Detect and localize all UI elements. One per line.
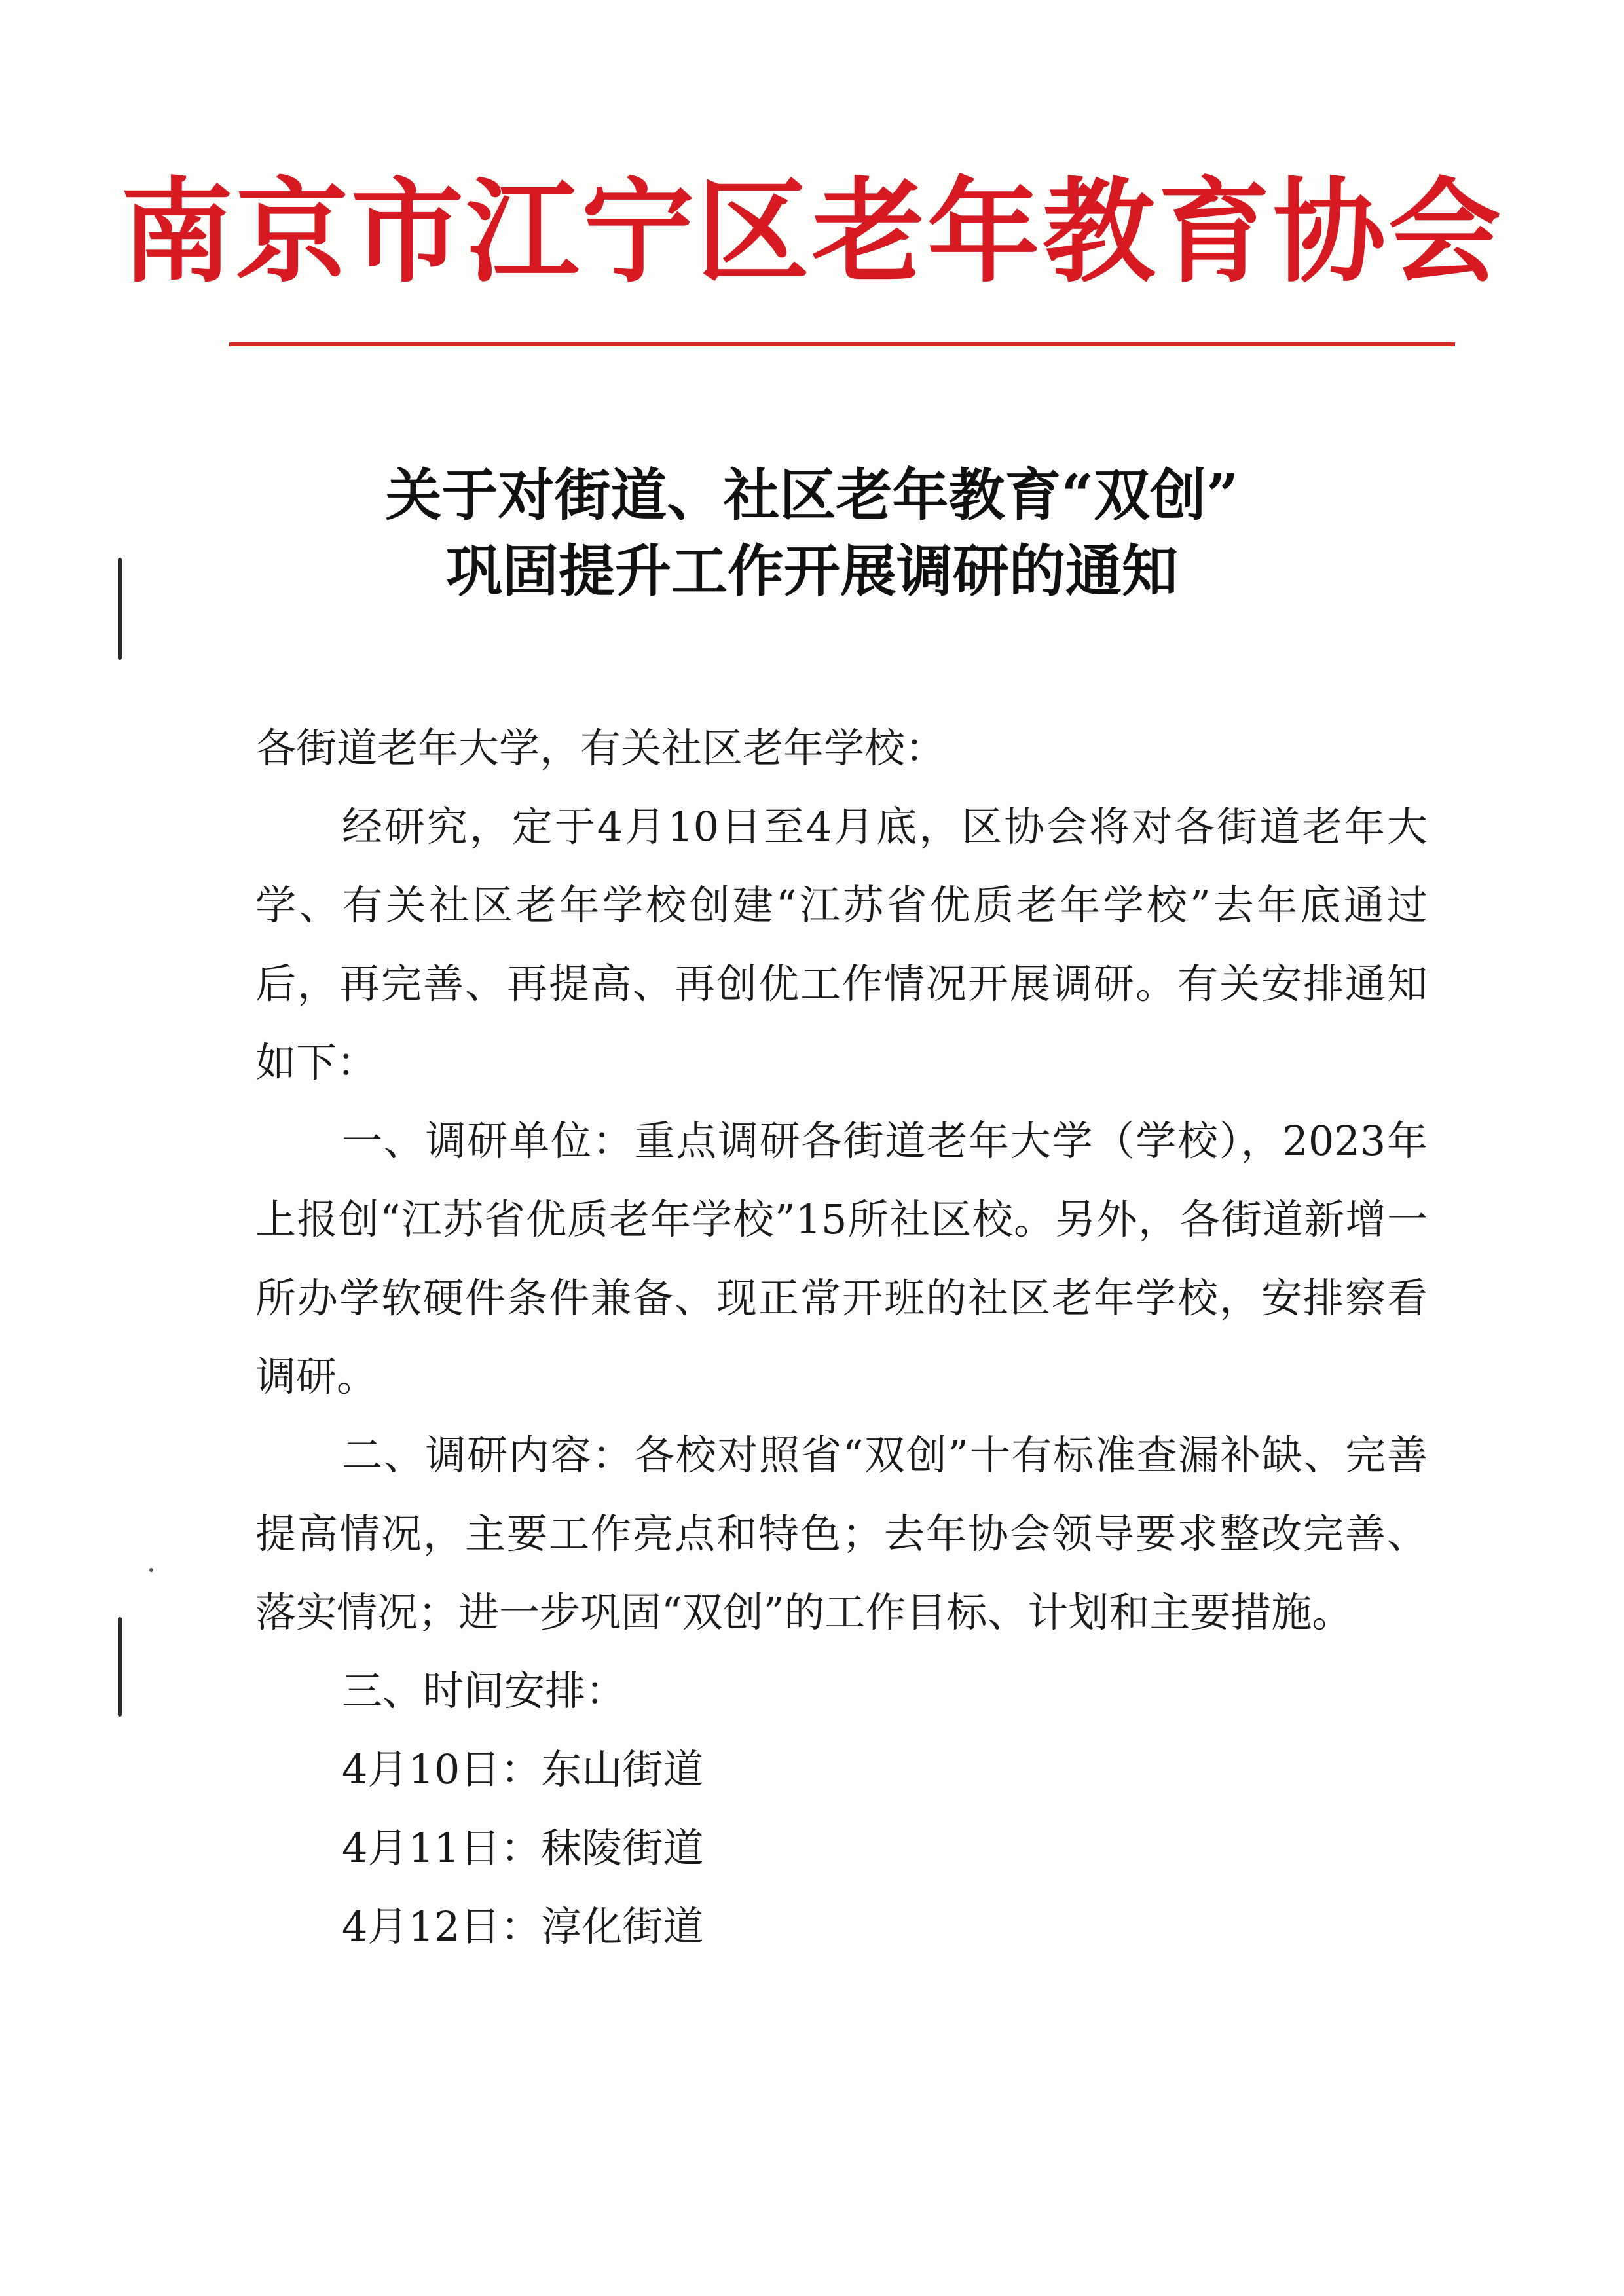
- paragraph-schedule-heading: 三、时间安排：: [342, 1667, 627, 1715]
- document-title-line-1: 关于对街道、社区老年教育“双创”: [385, 462, 1239, 528]
- letterhead-red-rule: [229, 342, 1455, 346]
- schedule-item: 4月10日：东山街道: [342, 1745, 704, 1793]
- paragraph-research-content: 二、调研内容：各校对照省“双创”十有标准查漏补缺、完善提高情况，主要工作亮点和特色；去年协会领导要求整改完善、落实情况；进一步巩固“双创”的工作目标、计划和主要措施。: [255, 1431, 1428, 1636]
- salutation: 各街道老年大学，有关社区老年学校：: [255, 724, 946, 772]
- document-title-line-2: 巩固提升工作开展调研的通知: [446, 538, 1178, 604]
- scan-speck: [149, 1568, 153, 1572]
- binding-hole-mark: [118, 558, 122, 660]
- binding-hole-mark: [118, 1617, 122, 1717]
- schedule-item: 4月12日：淳化街道: [342, 1903, 704, 1950]
- schedule-item: 4月11日：秣陵街道: [342, 1824, 704, 1872]
- document-body: [255, 709, 1428, 1966]
- paragraph-research-units: 一、调研单位：重点调研各街道老年大学（学校），2023年上报创“江苏省优质老年学校”15所社区校。另外，各街道新增一所办学软硬件条件兼备、现正常开班的社区老年学校，安排察看调研。: [255, 1117, 1428, 1400]
- paragraph-intro: 经研究，定于4月10日至4月底，区协会将对各街道老年大学、有关社区老年学校创建“江苏省优质老年学校”去年底通过后，再完善、再提高、再创优工作情况开展调研。有关安排通知如下：: [255, 803, 1428, 1086]
- letterhead-org-name: 南京市江宁区老年教育协会: [120, 165, 1504, 298]
